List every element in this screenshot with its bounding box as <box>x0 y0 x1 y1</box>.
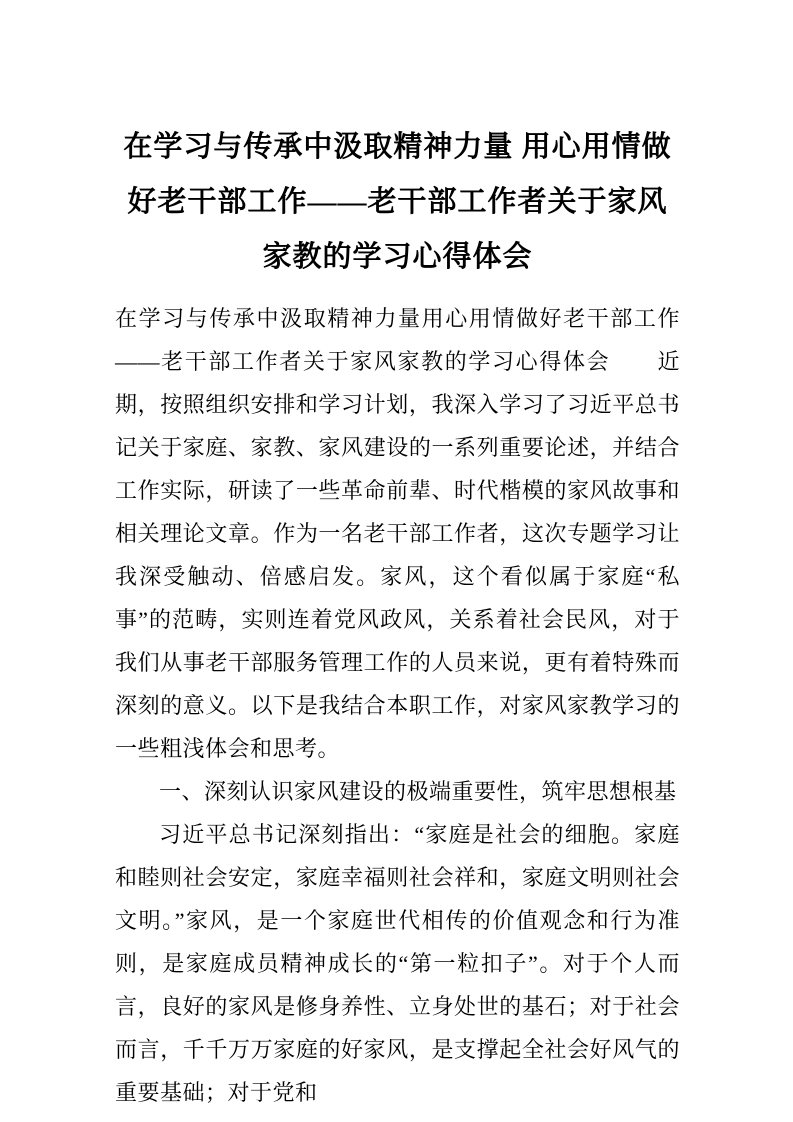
document-title: 在学习与传承中汲取精神力量 用心用情做好老干部工作——老干部工作者关于家风家教的学习心得体会 <box>123 131 672 273</box>
section-heading-1: 一、深刻认识家风建设的极端重要性，筑牢思想根基 <box>159 779 677 804</box>
paragraph-intro: 在学习与传承中汲取精神力量用心用情做好老干部工作——老干部工作者关于家风家教的学习心得体会 近期，按照组织安排和学习计划，我深入学习了习近平总书记关于家庭、家教、家风建设的一系列重要论述，并结合工作实际，研读了一些革命前辈、时代楷模的家风故事和相关理论文章。作为一名老干部工作者，这次专题学习让我深受触动、倍感启发。家风，这个看似属于家庭“私事”的范畴，实则连着党风政风，关系着社会民风，对于我们从事老干部服务管理工作的人员来说，更有着特殊而深刻的意义。以下是我结合本职工作，对家风家教学习的一些粗浅体会和思考。 <box>115 306 680 761</box>
paragraph-section-1-body: 习近平总书记深刻指出：“家庭是社会的细胞。家庭和睦则社会安定，家庭幸福则社会祥和，家庭文明则社会文明。”家风，是一个家庭世代相传的价值观念和行为准则，是家庭成员精神成长的“第一粒扣子”。对于个人而言，良好的家风是修身养性、立身处世的基石；对于社会而言，千千万万家庭的好家风，是支撑起全社会好风气的重要基础；对于党和 <box>115 822 680 1105</box>
